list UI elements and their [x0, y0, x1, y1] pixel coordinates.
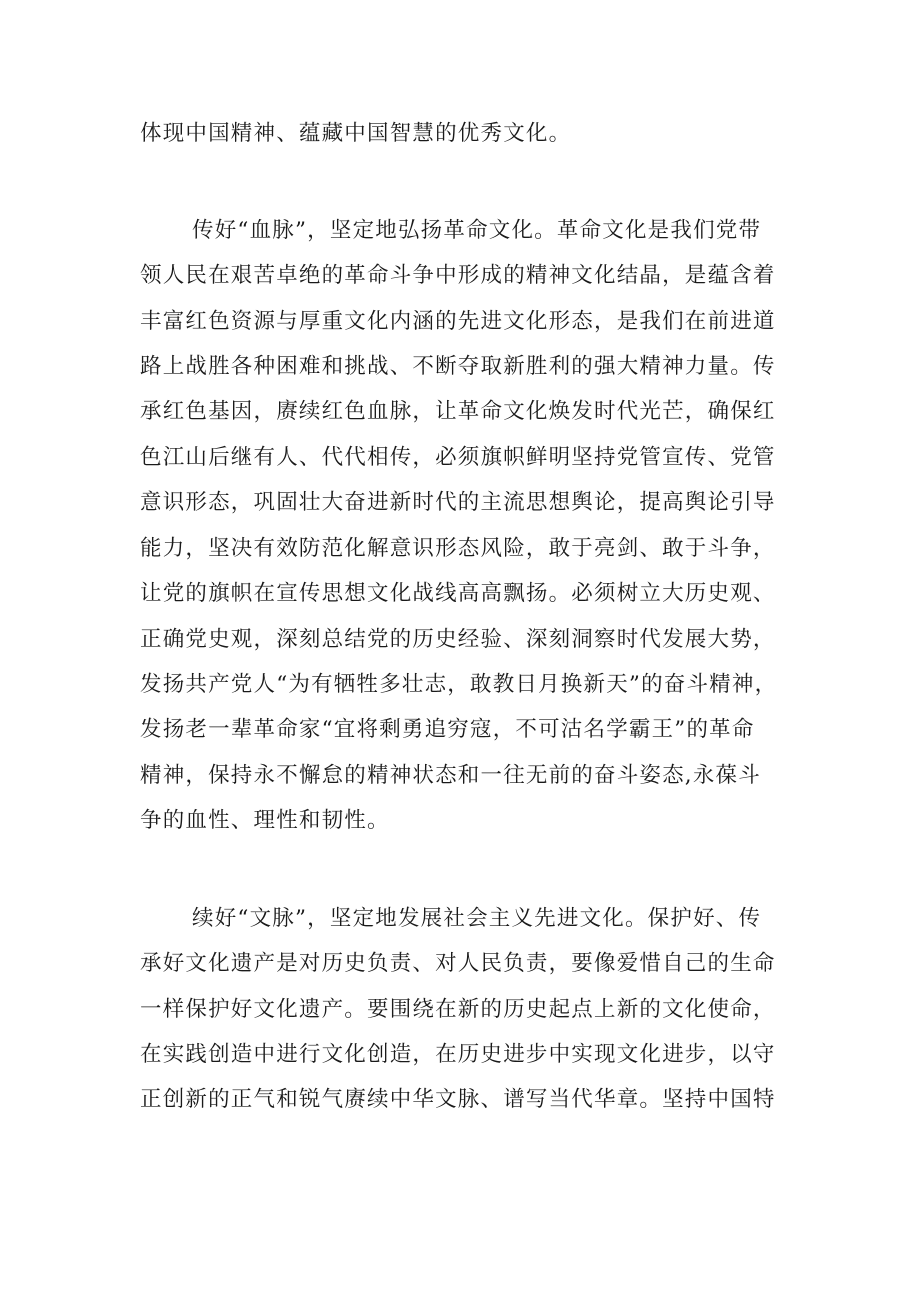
paragraph-line: 领人民在艰苦卓绝的革命斗争中形成的精神文化结晶，是蕴含着 [140, 263, 776, 288]
paragraph-line: 精神，保持永不懈怠的精神状态和一往无前的奋斗姿态,永葆斗 [140, 763, 761, 788]
paragraph-line: 丰富红色资源与厚重文化内涵的先进文化形态，是我们在前进道 [140, 309, 776, 334]
paragraph-line: 色江山后继有人、代代相传，必须旗帜鲜明坚持党管宣传、党管 [140, 445, 776, 470]
paragraph-line: 争的血性、理性和韧性。 [140, 808, 390, 833]
paragraph-line: 体现中国精神、蕴藏中国智慧的优秀文化。 [140, 121, 572, 146]
paragraph-line: 发扬老一辈革命家“宜将剩勇追穷寇，不可沽名学霸王”的革命 [140, 717, 755, 742]
paragraph-line: 承红色基因，赓续红色血脉，让革命文化焕发时代光芒，确保红 [140, 399, 776, 424]
paragraph-line: 承好文化遗产是对历史负责、对人民负责，要像爱惜自己的生命 [140, 951, 776, 976]
paragraph-first-line: 续好“文脉”，坚定地发展社会主义先进文化。保护好、传 [192, 906, 762, 931]
paragraph-line: 意识形态，巩固壮大奋进新时代的主流思想舆论，提高舆论引导 [140, 490, 776, 515]
paragraph-line: 让党的旗帜在宣传思想文化战线高高飘扬。必须树立大历史观、 [140, 581, 776, 606]
paragraph-line: 正创新的正气和锐气赓续中华文脉、谱写当代华章。坚持中国特 [140, 1087, 776, 1112]
paragraph-first-line: 传好“血脉”，坚定地弘扬革命文化。革命文化是我们党带 [192, 218, 762, 243]
paragraph-line: 在实践创造中进行文化创造，在历史进步中实现文化进步，以守 [140, 1042, 776, 1067]
paragraph-line: 能力，坚决有效防范化解意识形态风险，敢于亮剑、敢于斗争， [140, 536, 776, 561]
paragraph-line: 路上战胜各种困难和挑战、不断夺取新胜利的强大精神力量。传 [140, 354, 776, 379]
paragraph-line: 正确党史观，深刻总结党的历史经验、深刻洞察时代发展大势， [140, 627, 776, 652]
paragraph-line: 发扬共产党人“为有牺牲多壮志，敢教日月换新天”的奋斗精神， [140, 672, 778, 697]
paragraph-line: 一样保护好文化遗产。要围绕在新的历史起点上新的文化使命， [140, 997, 776, 1022]
